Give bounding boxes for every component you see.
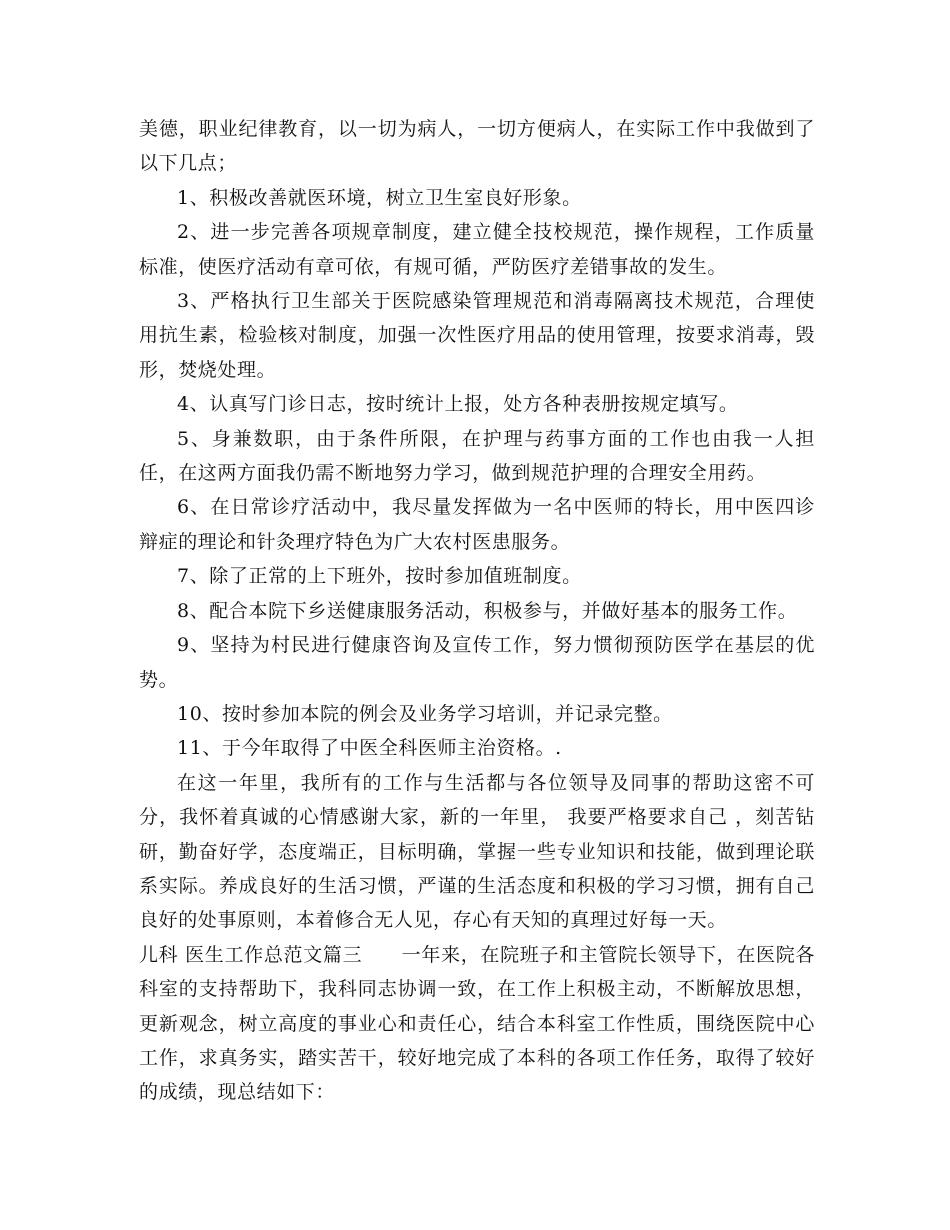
paragraph-section-three: 儿科 医生工作总范文篇三 一年来，在院班子和主管院长领导下，在医院各科室的支持帮助下，我科同志协调一致，在工作上积极主动，不断解放思想，更新观念，树立高度的事业心和责任心，结合本科室工作性质，围绕医院中心工作，求真务实，踏实苦干，较好地完成了本科的各项工作任务，取得了较好的成绩，现总结如下： [139,943,815,1104]
list-item-3: 3、严格执行卫生部关于医院感染管理规范和消毒隔离技术规范，合理使用抗生素，检验核对制度，加强一次性医疗用品的使用管理，按要求消毒，毁形，焚烧处理。 [139,290,815,381]
paragraph-intro: 美德，职业纪律教育，以一切为病人，一切方便病人，在实际工作中我做到了以下几点； [139,118,815,175]
list-item-4: 4、认真写门诊日志，按时统计上报，处方各种表册按规定填写。 [177,393,739,416]
paragraph-conclusion: 在这一年里，我所有的工作与生活都与各位领导及同事的帮助这密不可分，我怀着真诚的心情感谢大家，新的一年里， 我要严格要求自己 ，刻苦钻研，勤奋好学，态度端正，目标明确，掌握一些专业知识和技能，做到理论联系实际。养成良好的生活习惯，严谨的生活态度和积极的学习习惯，拥有自己良好的处事原则，本着修合无人见，存心有天知的真理过好每一天。 [139,771,815,932]
list-item-11: 11、于今年取得了中医全科医师主治资格。. [177,737,562,760]
list-item-1: 1、积极改善就医环境，树立卫生室良好形象。 [177,186,582,209]
list-item-2: 2、进一步完善各项规章制度，建立健全技校规范，操作规程，工作质量标准，使医疗活动有章可依，有规可循，严防医疗差错事故的发生。 [139,221,815,278]
list-item-9: 9、坚持为村民进行健康咨询及宣传工作，努力惯彻预防医学在基层的优势。 [139,634,815,691]
list-item-5: 5、身兼数职，由于条件所限，在护理与药事方面的工作也由我一人担任，在这两方面我仍需不断地努力学习，做到规范护理的合理安全用药。 [139,427,815,485]
list-item-6: 6、在日常诊疗活动中，我尽量发挥做为一名中医师的特长，用中医四诊辩症的理论和针灸理疗特色为广大农村医患服务。 [139,496,815,553]
list-item-10: 10、按时参加本院的例会及业务学习培训，并记录完整。 [177,702,673,725]
document-body [139,112,815,1110]
list-item-7: 7、除了正常的上下班外，按时参加值班制度。 [177,565,582,588]
list-item-8: 8、配合本院下乡送健康服务活动，积极参与，并做好基本的服务工作。 [177,599,798,622]
